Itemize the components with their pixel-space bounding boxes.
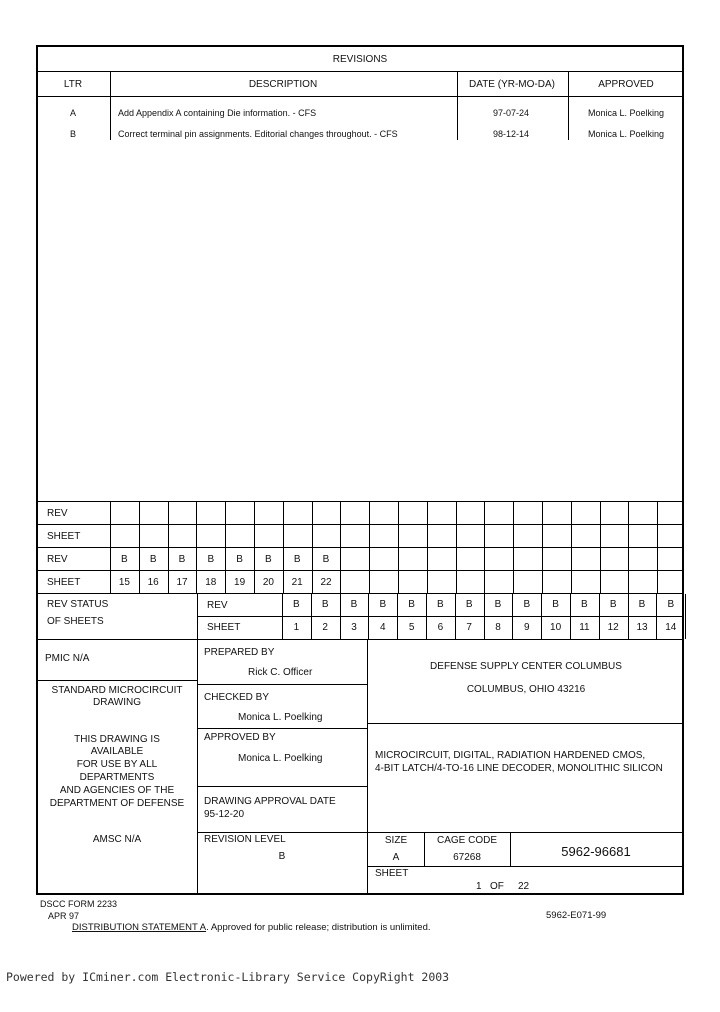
rev-cell: B (293, 554, 301, 565)
rev-cell: B (321, 599, 329, 610)
header-description: DESCRIPTION (248, 79, 318, 90)
sheet-cell: 15 (118, 577, 130, 588)
rev-cell: B (494, 599, 502, 610)
rev-cell: B (437, 599, 444, 610)
standard-drawing-line1: STANDARD MICROCIRCUIT (51, 685, 183, 696)
distribution-text: . Approved for public release; distribution is unlimited. (206, 922, 431, 933)
rev-cell: B (552, 599, 559, 610)
document-code: 5962-E071-99 (546, 910, 607, 921)
agency-name: DEFENSE SUPPLY CENTER COLUMBUS (430, 661, 622, 672)
pmic-label: PMIC N/A (45, 653, 90, 664)
approval-date: 95-12-20 (204, 809, 245, 820)
rev-cell: B (581, 599, 588, 610)
prepared-by-name: Rick C. Officer (248, 667, 313, 678)
rev-cell: B (236, 554, 243, 565)
sheet-cell: 14 (665, 622, 677, 633)
distribution-statement (72, 922, 431, 934)
approval-date-label: DRAWING APPROVAL DATE (204, 796, 336, 807)
sheet-label: SHEET (207, 622, 241, 633)
sheet-cell: 7 (466, 622, 472, 633)
sheet-cell: 6 (437, 622, 444, 633)
sheet-cell: 2 (322, 622, 328, 633)
availability-line: FOR USE BY ALL (76, 759, 158, 770)
revision-description: Add Appendix A containing Die information. - CFS (118, 108, 317, 118)
sheet-label: SHEET (375, 868, 409, 879)
sheet-cell: 17 (176, 577, 188, 588)
revision-level: B (278, 851, 286, 862)
availability-line: DEPARTMENT OF DEFENSE (49, 798, 185, 809)
revision-approved: Monica L. Poelking (587, 129, 665, 139)
rev-cell: B (379, 599, 387, 610)
sheet-label: SHEET (47, 577, 81, 588)
sheet-cell: 9 (524, 622, 530, 633)
rev-label: REV (47, 554, 68, 565)
cage-code-label: CAGE CODE (436, 835, 498, 846)
sheet-cell: 13 (636, 622, 648, 633)
sheet-cell: 22 (320, 577, 332, 588)
cage-code-value: 67268 (453, 852, 481, 863)
sheet-total: 22 (518, 881, 530, 892)
availability-line: AND AGENCIES OF THE (59, 785, 175, 796)
rev-cell: B (265, 554, 272, 565)
revision-ltr: B (69, 129, 77, 139)
rev-cell: B (178, 554, 186, 565)
revision-ltr: A (69, 108, 77, 118)
approved-by-name: Monica L. Poelking (238, 753, 323, 764)
checked-by-label: CHECKED BY (204, 692, 270, 703)
rev-cell: B (609, 599, 617, 610)
sheet-cell: 19 (234, 577, 246, 588)
availability-line: AVAILABLE (90, 746, 144, 757)
watermark: Powered by ICminer.com Electronic-Library Service CopyRight 2003 (6, 970, 450, 984)
of-label: OF (490, 881, 504, 892)
sheet-cell: 10 (550, 622, 562, 633)
rev-cell: B (207, 554, 215, 565)
rev-cell: B (408, 599, 415, 610)
rev-status-label: REV STATUS (47, 599, 109, 610)
distribution-label: DISTRIBUTION STATEMENT A (72, 922, 207, 933)
rev-cell: B (149, 554, 157, 565)
rev-cell: B (121, 554, 128, 565)
revision-date: 97-07-24 (492, 108, 530, 118)
amsc-label: AMSC N/A (92, 834, 142, 845)
availability-line: DEPARTMENTS (79, 772, 155, 783)
rev-cell: B (667, 599, 675, 610)
rev-label: REV (207, 600, 228, 611)
rev-cell: B (322, 554, 330, 565)
sheet-cell: 4 (380, 622, 386, 633)
of-sheets-label: OF SHEETS (47, 616, 104, 627)
sheet-cell: 1 (293, 622, 300, 633)
rev-cell: B (465, 599, 473, 610)
approved-by-label: APPROVED BY (204, 732, 276, 743)
form-number: DSCC FORM 2233 (40, 899, 118, 909)
rev-label: REV (47, 508, 68, 519)
sheet-cell: 18 (205, 577, 217, 588)
sheet-cell: 12 (607, 622, 619, 633)
header-ltr: LTR (63, 79, 83, 90)
sheet-label: SHEET (47, 531, 81, 542)
sheet-cell: 16 (147, 577, 159, 588)
size-label: SIZE (384, 835, 408, 846)
header-approved: APPROVED (598, 79, 654, 90)
revision-date: 98-12-14 (492, 129, 530, 139)
drawing-number: 5962-96681 (561, 844, 631, 859)
size-value: A (392, 852, 400, 863)
availability-line: THIS DRAWING IS (74, 734, 160, 745)
form-date: APR 97 (48, 911, 80, 921)
agency-address: COLUMBUS, OHIO 43216 (466, 684, 586, 695)
sheet-cell: 21 (291, 577, 303, 588)
standard-drawing-line2: DRAWING (93, 697, 141, 708)
rev-cell: B (293, 599, 300, 610)
rev-cell: B (350, 599, 358, 610)
revisions-title: REVISIONS (332, 54, 388, 65)
prepared-by-label: PREPARED BY (204, 647, 275, 658)
sheet-cell: 11 (579, 622, 590, 633)
sheet-number: 1 (476, 881, 482, 892)
drawing-title-line2: 4-BIT LATCH/4-TO-16 LINE DECODER, MONOLITHIC SILICON (375, 763, 663, 774)
revision-level-label: REVISION LEVEL (204, 834, 286, 845)
rev-cell: B (638, 599, 646, 610)
sheet-cell: 8 (495, 622, 501, 633)
revision-approved: Monica L. Poelking (587, 108, 665, 118)
checked-by-name: Monica L. Poelking (238, 712, 323, 723)
sheet-cell: 3 (351, 622, 357, 633)
sheet-cell: 20 (262, 577, 274, 588)
header-date: DATE (YR-MO-DA) (469, 79, 555, 90)
rev-cell: B (523, 599, 531, 610)
drawing-title-line1: MICROCIRCUIT, DIGITAL, RADIATION HARDENED CMOS, (375, 750, 646, 761)
revision-description: Correct terminal pin assignments. Editorial changes throughout. - CFS (118, 129, 398, 139)
sheet-cell: 5 (408, 622, 415, 633)
